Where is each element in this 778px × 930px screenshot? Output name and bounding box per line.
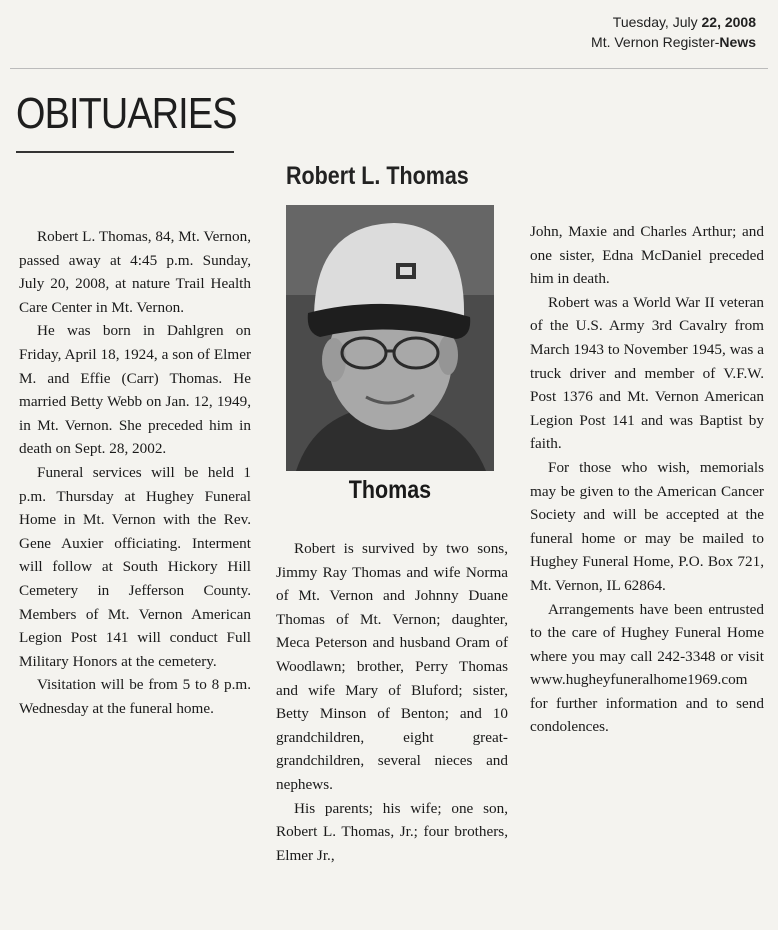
section-title-underline [16,151,234,153]
header-rule [10,68,768,69]
paragraph: Funeral services will be held 1 p.m. Thursday at Hughey Funeral Home in Mt. Vernon with the Rev. Gene Auxier officiating. Interment will follow at South Hickory Hill Cemetery in Jefferson County. Members of Mt. Vernon American Legion Post 141 will conduct Full Military Honors at the cemetery. [19,463,251,670]
paragraph-continued: John, Maxie and Charles Arthur; and one sister, Edna McDaniel preceded him in death. [530,223,764,288]
paragraph: Robert is survived by two sons, Jimmy Ray Thomas and wife Norma of Mt. Vernon and Johnny Duane Thomas of Mt. Vernon; daughter, Meca Peterson and husband Oram of Woodlawn; brother, Perry Thomas and wife Mary of Bluford; sister, Betty Minson of Benton; and 10 grandchildren, eight great-grandchildren, several nieces and nephews. [276,540,508,793]
portrait-illustration [286,205,494,471]
section-title: OBITUARIES [16,89,237,138]
paragraph: His parents; his wife; one son, Robert L. Thomas, Jr.; four brothers, Elmer Jr., [276,799,508,864]
issue-date: Tuesday, July 22, 2008 [612,14,756,30]
article-column-3 [530,220,764,739]
paragraph: Arrangements have been entrusted to the care of Hughey Funeral Home where you may call 242-3348 or visit www.hugheyfuneralhome1969.com for further information and to send condolences. [530,600,764,736]
newspaper-name: Mt. Vernon Register-News [591,34,756,50]
paragraph: Visitation will be from 5 to 8 p.m. Wednesday at the funeral home. [19,676,251,717]
paragraph: He was born in Dahlgren on Friday, April 18, 1924, a son of Elmer M. and Effie (Carr) Thomas. He married Betty Webb on Jan. 12, 1949, in Mt. Vernon. She preceded him in death on Sept. 28, 2002. [19,322,251,458]
portrait-photo [286,205,494,471]
dateline [591,12,756,52]
article-column-2 [276,537,508,867]
paragraph: Robert was a World War II veteran of the U.S. Army 3rd Cavalry from March 1943 to November 1945, was a truck driver and member of V.F.W. Post 1376 and Mt. Vernon American Legion Post 141 and was Baptist by faith. [530,293,764,453]
paragraph: For those who wish, memorials may be given to the American Cancer Society and will be accepted at the funeral home or may be mailed to Hughey Funeral Home, P.O. Box 721, Mt. Vernon, IL 62864. [530,458,764,594]
obituary-headline: Robert L. Thomas [286,162,469,190]
article-column-1 [19,225,251,720]
photo-caption: Thomas [348,476,432,504]
paragraph: Robert L. Thomas, 84, Mt. Vernon, passed away at 4:45 p.m. Sunday, July 20, 2008, at nature Trail Health Care Center in Mt. Vernon. [19,228,251,316]
